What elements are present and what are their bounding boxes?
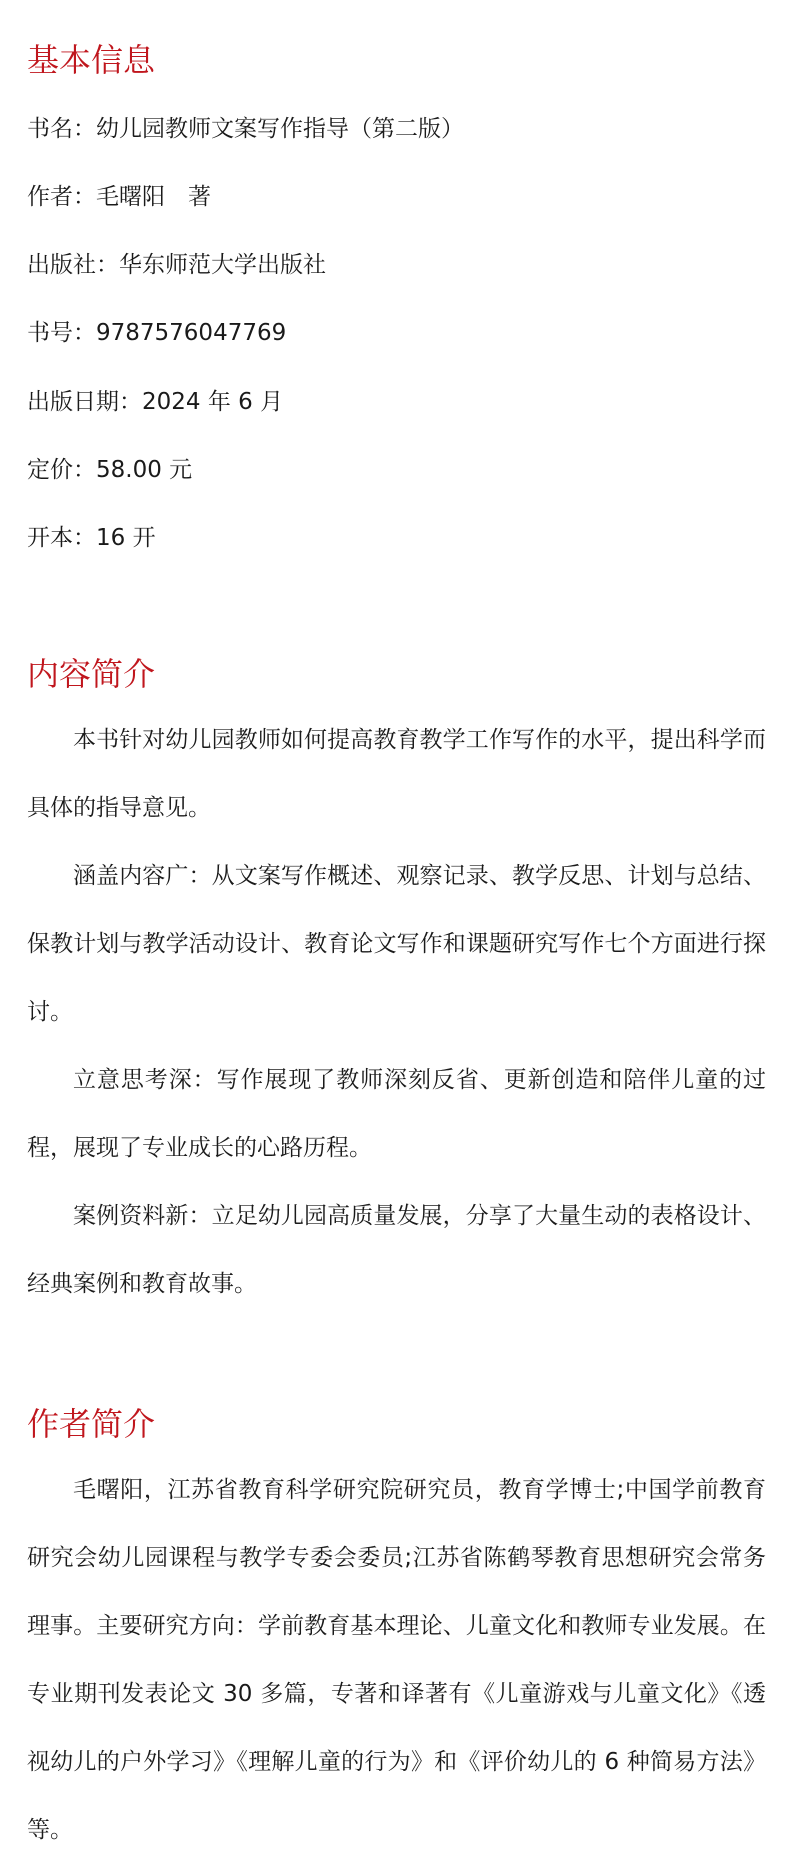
content-intro-paragraph: 立意思考深：写作展现了教师深刻反省、更新创造和陪伴儿童的过程，展现了专业成长的心路历程。 [27, 1067, 766, 1161]
content-intro-paragraph: 涵盖内容广：从文案写作概述、观察记录、教学反思、计划与总结、保教计划与教学活动设计、教育论文写作和课题研究写作七个方面进行探讨。 [27, 863, 766, 1025]
price-label: 定价： [27, 457, 96, 483]
content-intro-heading: 内容简介 [27, 655, 156, 693]
isbn-label: 书号： [27, 320, 96, 346]
basic-info-heading: 基本信息 [27, 41, 156, 79]
content-intro-body [27, 706, 766, 1318]
book-title-label: 书名： [27, 116, 96, 142]
publisher-line [27, 250, 326, 280]
price-line [27, 455, 192, 485]
price-value: 58.00 元 [96, 457, 193, 483]
publish-date-line [27, 387, 283, 417]
content-intro-paragraph: 本书针对幼儿园教师如何提高教育教学工作写作的水平，提出科学而具体的指导意见。 [27, 727, 766, 821]
publish-date-value: 2024 年 6 月 [142, 389, 284, 415]
author-intro-body [27, 1456, 766, 1864]
book-title-line [27, 114, 464, 144]
author-value: 毛曙阳 著 [96, 184, 211, 210]
publisher-label: 出版社： [27, 252, 119, 278]
author-intro-heading: 作者简介 [27, 1405, 156, 1443]
publisher-value: 华东师范大学出版社 [119, 252, 326, 278]
format-value: 16 开 [96, 525, 156, 551]
publish-date-label: 出版日期： [27, 389, 142, 415]
isbn-line [27, 318, 286, 348]
author-label: 作者： [27, 184, 96, 210]
book-title-value: 幼儿园教师文案写作指导（第二版） [96, 116, 464, 142]
isbn-value: 9787576047769 [96, 320, 287, 346]
author-intro-paragraph: 毛曙阳，江苏省教育科学研究院研究员，教育学博士;中国学前教育研究会幼儿园课程与教学专委会委员;江苏省陈鹤琴教育思想研究会常务理事。主要研究方向：学前教育基本理论、儿童文化和教师专业发展。在专业期刊发表论文 30 多篇，专著和译著有《儿童游戏与儿童文化》《透视幼儿的户外学习》《理解儿童的行为》和《评价幼儿的 6 种简易方法》等。 [27, 1477, 766, 1843]
format-label: 开本： [27, 525, 96, 551]
format-line [27, 523, 156, 553]
content-intro-paragraph: 案例资料新：立足幼儿园高质量发展，分享了大量生动的表格设计、经典案例和教育故事。 [27, 1203, 766, 1297]
author-line [27, 182, 211, 212]
